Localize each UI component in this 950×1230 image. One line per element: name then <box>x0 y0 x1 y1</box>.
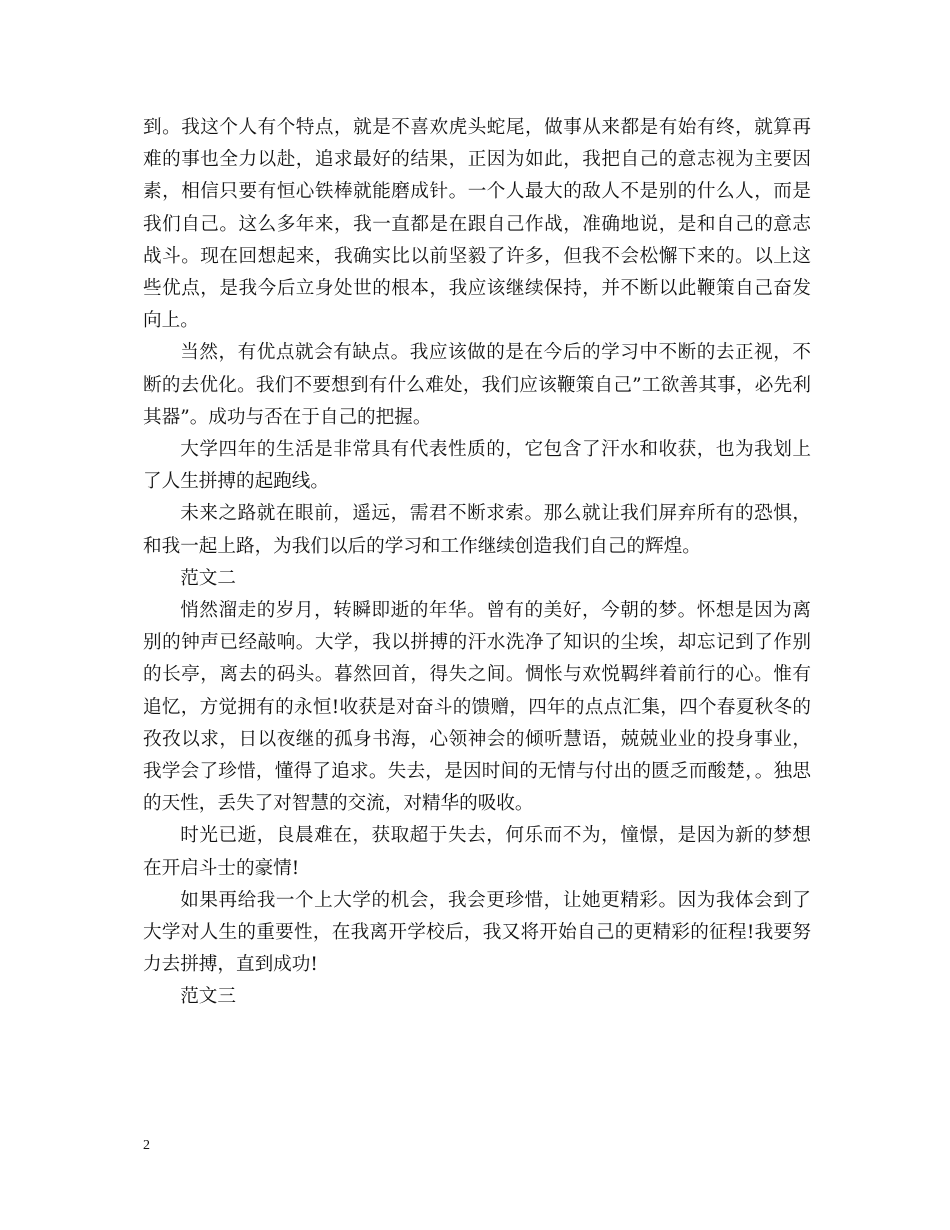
paragraph-future-road: 未来之路就在眼前，遥远，需君不断求索。那么就让我们屏弃所有的恐惧，和我一起上路，为我们以后的学习和工作继续创造我们自己的辉煌。 <box>143 503 811 557</box>
section-heading-sample-two: 范文二 <box>180 567 236 589</box>
paragraph-university-life: 大学四年的生活是非常具有代表性质的，它包含了汗水和收获，也为我划上了人生拼搏的起跑线。 <box>143 439 811 493</box>
paragraph-continuation: 到。我这个人有个特点，就是不喜欢虎头蛇尾，做事从来都是有始有终，就算再难的事也全力以赴，追求最好的结果，正因为如此，我把自己的意志视为主要因素，相信只要有恒心铁棒就能磨成针。一个人最大的敌人不是别的什么人，而是我们自己。这么多年来，我一直都是在跟自己作战，准确地说，是和自己的意志战斗。现在回想起来，我确实比以前坚毅了许多，但我不会松懈下来的。以上这些优点，是我今后立身处世的根本，我应该继续保持，并不断以此鞭策自己奋发向上。 <box>143 117 811 332</box>
section-heading-sample-three: 范文三 <box>180 986 236 1008</box>
document-body <box>143 112 811 1014</box>
page-number: 2 <box>143 1138 150 1153</box>
paragraph-passing-years: 悄然溜走的岁月，转瞬即逝的年华。曾有的美好，今朝的梦。怀想是因为离别的钟声已经敲响。大学，我以拼搏的汗水洗净了知识的尘埃，却忘记到了作别的长亭，离去的码头。暮然回首，得失之间。惆怅与欢悦羁绊着前行的心。惟有追忆，方觉拥有的永恒!收获是对奋斗的馈赠，四年的点点汇集，四个春夏秋冬的孜孜以求，日以夜继的孤身书海，心领神会的倾听慧语，兢兢业业的投身事业，我学会了珍惜，懂得了追求。失去，是因时间的无情与付出的匮乏而酸楚，。独思的天性，丢失了对智慧的交流，对精华的吸收。 <box>143 600 811 815</box>
paragraph-shortcomings: 当然，有优点就会有缺点。我应该做的是在今后的学习中不断的去正视，不断的去优化。我们不要想到有什么难处，我们应该鞭策自己”工欲善其事，必先利其器”。成功与否在于自己的把握。 <box>143 342 811 428</box>
paragraph-time-passed: 时光已逝，良晨难在，获取超于失去，何乐而不为，憧憬，是因为新的梦想在开启斗士的豪情! <box>143 825 811 879</box>
paragraph-another-chance: 如果再给我一个上大学的机会，我会更珍惜，让她更精彩。因为我体会到了大学对人生的重要性，在我离开学校后，我又将开始自己的更精彩的征程!我要努力去拼搏，直到成功! <box>143 889 811 976</box>
